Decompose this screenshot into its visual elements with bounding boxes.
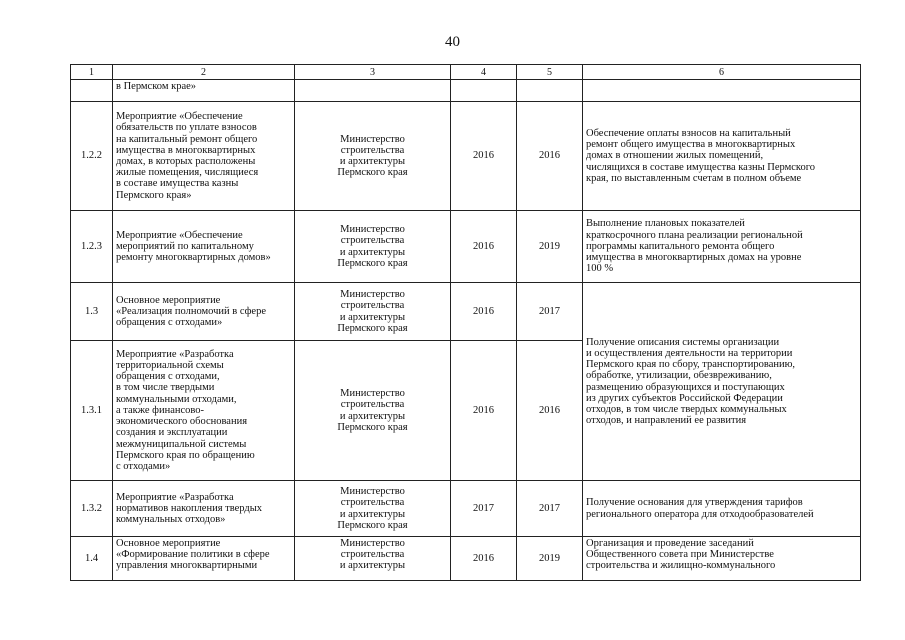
column-header: 2 xyxy=(113,65,295,80)
cell-num: 1.3 xyxy=(71,283,113,341)
cell-result: Обеспечение оплаты взносов на капитальный ремонт общего имущества в многоквартирных домах в отношении жилых помещений, числящихся в составе имущества казны Пермского края, по выставленным счетам в полном объеме xyxy=(583,102,861,211)
cell-end: 2017 xyxy=(517,481,583,537)
cell-executor: Министерство строительства и архитектуры Пермского края xyxy=(295,102,451,211)
column-header: 1 xyxy=(71,65,113,80)
column-header: 6 xyxy=(583,65,861,80)
cell-result xyxy=(583,80,861,102)
cell-name: Основное мероприятие «Реализация полномочий в сфере обращения с отходами» xyxy=(113,283,295,341)
cell-executor: Министерство строительства и архитектуры Пермского края xyxy=(295,211,451,283)
cell-executor: Министерство строительства и архитектуры Пермского края xyxy=(295,481,451,537)
cell-start xyxy=(451,80,517,102)
table-row-continuation xyxy=(71,80,861,102)
table-row xyxy=(71,211,861,283)
column-header: 3 xyxy=(295,65,451,80)
cell-num: 1.4 xyxy=(71,537,113,581)
cell-start: 2016 xyxy=(451,211,517,283)
cell-num: 1.2.3 xyxy=(71,211,113,283)
table-row xyxy=(71,481,861,537)
cell-name: Мероприятие «Обеспечение обязательств по уплате взносов на капитальный ремонт общего имущества в многоквартирных домах, в которых расположены жилые помещения, числящиеся в составе имущества казны Пермского края» xyxy=(113,102,295,211)
cell-result: Выполнение плановых показателей краткосрочного плана реализации региональной программы капитального ремонта общего имущества в многоквартирных домах на уровне 100 % xyxy=(583,211,861,283)
cell-name: Мероприятие «Разработка нормативов накопления твердых коммунальных отходов» xyxy=(113,481,295,537)
table-row xyxy=(71,102,861,211)
cell-num: 1.3.1 xyxy=(71,341,113,481)
page-number: 40 xyxy=(445,34,460,50)
cell-start: 2017 xyxy=(451,481,517,537)
cell-name: Мероприятие «Обеспечение мероприятий по капитальному ремонту многоквартирных домов» xyxy=(113,211,295,283)
cell-start: 2016 xyxy=(451,102,517,211)
column-header: 5 xyxy=(517,65,583,80)
cell-start: 2016 xyxy=(451,283,517,341)
cell-start: 2016 xyxy=(451,537,517,581)
cell-result: Организация и проведение заседаний Общественного совета при Министерстве строительства и жилищно-коммунального xyxy=(583,537,861,581)
cell-executor xyxy=(295,80,451,102)
cell-executor: Министерство строительства и архитектуры Пермского края xyxy=(295,283,451,341)
cell-name: Мероприятие «Разработка территориальной схемы обращения с отходами, в том числе твердыми коммунальными отходами, а также финансово- экономического обоснования создания и эксплуатации межмуниципальной системы Пермского края по обращению с отходами» xyxy=(113,341,295,481)
cell-end: 2016 xyxy=(517,102,583,211)
table-row xyxy=(71,537,861,581)
cell-end: 2019 xyxy=(517,537,583,581)
cell-name: Основное мероприятие «Формирование политики в сфере управления многоквартирными xyxy=(113,537,295,581)
cell-end: 2019 xyxy=(517,211,583,283)
table-row xyxy=(71,283,861,341)
cell-num: 1.2.2 xyxy=(71,102,113,211)
cell-num xyxy=(71,80,113,102)
cell-executor: Министерство строительства и архитектуры xyxy=(295,537,451,581)
cell-end xyxy=(517,80,583,102)
header-row xyxy=(71,65,861,80)
cell-end: 2017 xyxy=(517,283,583,341)
cell-name: в Пермском крае» xyxy=(113,80,295,102)
cell-executor: Министерство строительства и архитектуры Пермского края xyxy=(295,341,451,481)
cell-start: 2016 xyxy=(451,341,517,481)
column-header: 4 xyxy=(451,65,517,80)
cell-num: 1.3.2 xyxy=(71,481,113,537)
cell-end: 2016 xyxy=(517,341,583,481)
program-table xyxy=(70,64,861,581)
cell-result-merged: Получение описания системы организации и осуществления деятельности на территории Пермского края по сбору, транспортированию, обработке, утилизации, обезвреживанию, размещению образующихся и поступающих из других субъектов Российской Федерации отходов, в том числе твердых коммунальных отходов, и направлений ее развития xyxy=(583,283,861,481)
cell-result: Получение основания для утверждения тарифов регионального оператора для отходообразователей xyxy=(583,481,861,537)
